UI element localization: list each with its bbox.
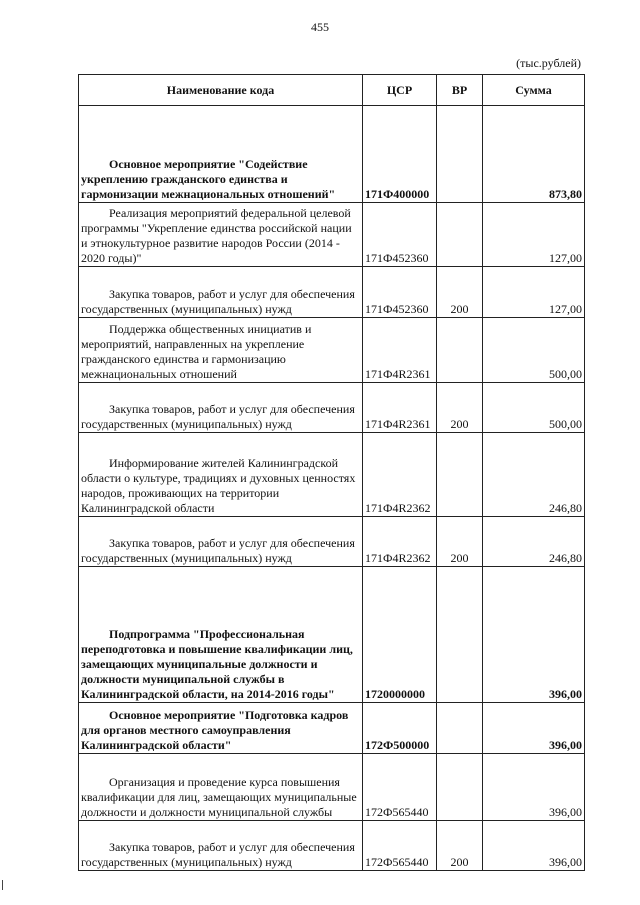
row-vr <box>437 754 483 821</box>
row-name-text: Основное мероприятие "Содействие укреплению гражданского единства и гармонизации межнациональных отношений" <box>81 157 336 201</box>
row-name <box>79 267 363 318</box>
row-vr <box>437 203 483 267</box>
row-name <box>79 703 363 754</box>
row-name-text: Поддержка общественных инициатив и мероприятий, направленных на укрепление гражданского единства и гармонизацию межнациональных отношений <box>81 322 312 381</box>
table-row <box>79 567 585 703</box>
row-vr <box>437 703 483 754</box>
page-number: 455 <box>311 20 329 34</box>
header-vr: ВР <box>437 75 483 106</box>
units-note: (тыс.рублей) <box>516 56 581 70</box>
row-csr: 171Ф452360 <box>363 203 437 267</box>
row-vr: 200 <box>437 267 483 318</box>
header-csr: ЦСР <box>363 75 437 106</box>
row-csr: 171Ф4R2361 <box>363 318 437 383</box>
header-name: Наименование кода <box>79 75 363 106</box>
margin-mark <box>2 880 3 890</box>
row-csr: 171Ф4R2362 <box>363 433 437 517</box>
table-row <box>79 821 585 871</box>
table-row <box>79 106 585 203</box>
row-name <box>79 383 363 433</box>
table-row <box>79 267 585 318</box>
row-sum: 396,00 <box>483 821 585 871</box>
row-sum: 127,00 <box>483 203 585 267</box>
row-name <box>79 433 363 517</box>
row-name-text: Реализация мероприятий федеральной целевой программы "Укрепление единства российской нации и этнокультурное развитие народов России (2014 - 2020 годы)" <box>81 206 352 265</box>
row-vr: 200 <box>437 517 483 567</box>
row-csr: 171Ф4R2361 <box>363 383 437 433</box>
row-name-text: Закупка товаров, работ и услуг для обеспечения государственных (муниципальных) нужд <box>81 287 355 316</box>
row-sum: 127,00 <box>483 267 585 318</box>
row-csr: 172Ф565440 <box>363 821 437 871</box>
row-sum: 396,00 <box>483 754 585 821</box>
row-sum: 396,00 <box>483 703 585 754</box>
table-row <box>79 383 585 433</box>
table-row <box>79 517 585 567</box>
row-name <box>79 203 363 267</box>
row-sum: 246,80 <box>483 517 585 567</box>
row-sum: 246,80 <box>483 433 585 517</box>
row-name <box>79 318 363 383</box>
row-csr: 171Ф4R2362 <box>363 517 437 567</box>
row-csr: 171Ф400000 <box>363 106 437 203</box>
table-row <box>79 754 585 821</box>
row-name <box>79 106 363 203</box>
row-sum: 500,00 <box>483 383 585 433</box>
row-name <box>79 754 363 821</box>
row-vr <box>437 106 483 203</box>
table-row <box>79 703 585 754</box>
row-csr: 172Ф500000 <box>363 703 437 754</box>
header-sum: Сумма <box>483 75 585 106</box>
row-sum: 873,80 <box>483 106 585 203</box>
row-csr: 171Ф452360 <box>363 267 437 318</box>
row-vr: 200 <box>437 821 483 871</box>
row-sum: 396,00 <box>483 567 585 703</box>
row-csr: 172Ф565440 <box>363 754 437 821</box>
table-row <box>79 318 585 383</box>
row-vr <box>437 433 483 517</box>
row-name-text: Информирование жителей Калининградской области о культуре, традициях и духовных ценностях народов, проживающих на территории Калининградской области <box>81 456 356 515</box>
row-name-text: Закупка товаров, работ и услуг для обеспечения государственных (муниципальных) нужд <box>81 402 355 431</box>
row-name-text: Основное мероприятие "Подготовка кадров для органов местного самоуправления Калининградской области" <box>81 708 349 752</box>
row-name <box>79 821 363 871</box>
row-vr: 200 <box>437 383 483 433</box>
table-row <box>79 433 585 517</box>
row-name-text: Подпрограмма "Профессиональная переподготовка и повышение квалификации лиц, замещающих муниципальные должности и должности муниципальной службы в Калининградской области, на 2014-2016 годы" <box>81 627 353 701</box>
table-row <box>79 203 585 267</box>
row-name <box>79 567 363 703</box>
row-name-text: Закупка товаров, работ и услуг для обеспечения государственных (муниципальных) нужд <box>81 536 355 565</box>
row-csr: 1720000000 <box>363 567 437 703</box>
row-vr <box>437 318 483 383</box>
row-name <box>79 517 363 567</box>
row-name-text: Организация и проведение курса повышения квалификации для лиц, замещающих муниципальные должности и должности муниципальной службы <box>81 775 357 819</box>
table-header-row <box>79 75 585 106</box>
row-name-text: Закупка товаров, работ и услуг для обеспечения государственных (муниципальных) нужд <box>81 840 355 869</box>
budget-table <box>78 74 585 871</box>
row-vr <box>437 567 483 703</box>
row-sum: 500,00 <box>483 318 585 383</box>
